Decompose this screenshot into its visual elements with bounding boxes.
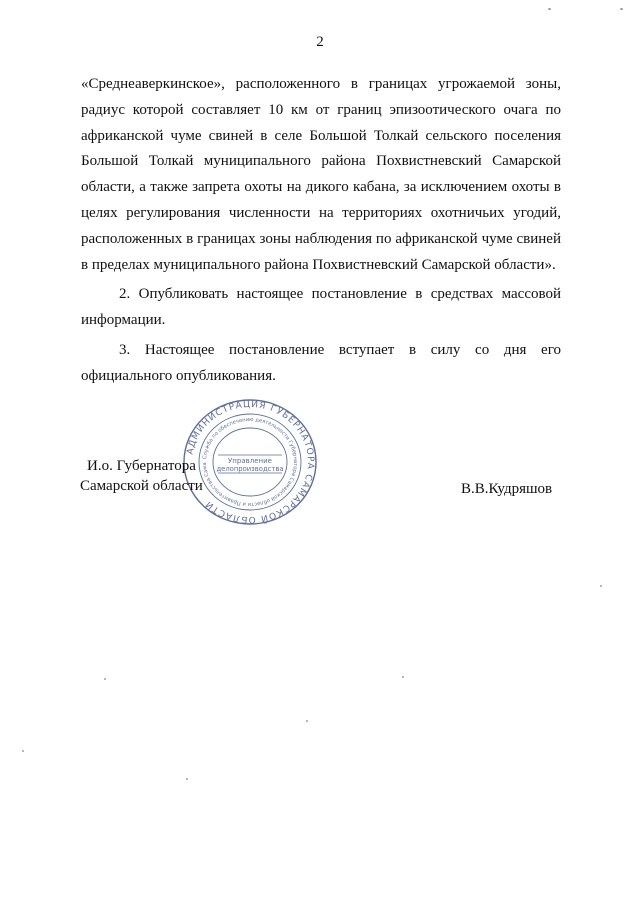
scan-speck (620, 8, 623, 10)
seal-stamp-graphic (180, 397, 320, 527)
seal-inner-text: Служба по обеспечению деятельности Губернатора Самарской области и Правительства Сама (201, 416, 299, 508)
scan-speck (402, 676, 404, 678)
scan-speck (306, 720, 308, 722)
paragraph-item-2: 2. Опубликовать настоящее постановление в средствах массовой информации. (81, 286, 561, 329)
scan-speck (104, 678, 106, 680)
seal-outer-text: АДМИНИСТРАЦИЯ ГУБЕРНАТОРА САМАРСКОЙ ОБЛАСТИ (185, 399, 316, 525)
signatory-position: И.о. Губернатора (87, 458, 196, 474)
signatory-region: Самарской области (80, 478, 203, 494)
paragraph-item-3: 3. Настоящее постановление вступает в силу со дня его официального опубликования. (81, 341, 561, 384)
scan-speck (600, 585, 602, 587)
paragraph-continuation: «Среднеаверкинское», расположенного в границах угрожаемой зоны, радиус которой составляет 10 км от границ эпизоотического очага по африканской чуме свиней в селе Большой Толкай сельского поселения Большой Толкай муниципального района Похвистневский Самарской области, а также запрета охоты на дикого кабана, за исключением охоты в целях регулирования численности на территориях охотничьих угодий, расположенных в границах зоны наблюдения по африканской чуме свиней в пределах муниципального района Похвистневский Самарской области». (81, 76, 561, 273)
scan-speck (22, 750, 24, 752)
scan-speck (548, 8, 551, 10)
official-seal (180, 397, 320, 527)
document-body (81, 72, 561, 390)
scan-speck (186, 778, 188, 780)
signatory-name: В.В.Кудряшов (461, 481, 553, 497)
seal-center-line2: делопроизводства (216, 465, 284, 473)
page-number: 2 (316, 34, 324, 50)
seal-center-line1: Управление (228, 457, 272, 465)
